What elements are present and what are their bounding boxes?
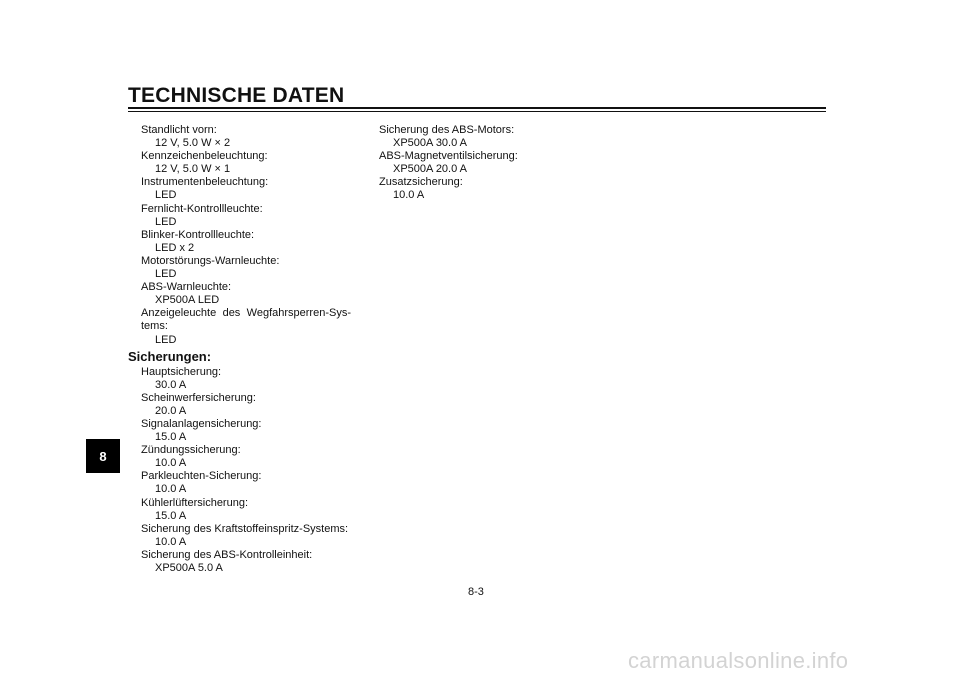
spec-label: Motorstörungs-Warnleuchte: (141, 254, 280, 267)
fuse-value: 10.0 A (155, 535, 187, 548)
fuse-value: 15.0 A (155, 431, 187, 444)
fuse-value: 15.0 A (155, 509, 187, 522)
fuse-label: ABS-Magnetventilsicherung: (379, 150, 518, 163)
fuse-label: Sicherung des ABS-Kontrolleinheit: (141, 548, 313, 561)
spec-value: LED (155, 215, 177, 228)
spec-value: LED (155, 189, 177, 202)
section-heading-fuses: Sicherungen: (128, 348, 212, 364)
fuse-label: Sicherung des Kraftstoffeinspritz-Systems: (141, 522, 349, 535)
watermark: carmanualsonline.info (628, 648, 849, 673)
fuse-value: XP500A 5.0 A (155, 562, 223, 574)
spec-value: LED (155, 333, 177, 346)
fuse-value: XP500A 30.0 A (393, 137, 468, 150)
fuse-value: 10.0 A (155, 483, 187, 496)
spec-value: LED x 2 (155, 241, 195, 254)
spec-label: Kennzeichenbeleuchtung: (141, 150, 268, 163)
page-number: 8-3 (468, 586, 484, 598)
spec-value: LED (155, 268, 177, 281)
left-column (128, 124, 351, 575)
fuse-label: Scheinwerfersicherung: (141, 391, 256, 404)
fuse-value: XP500A 20.0 A (393, 163, 468, 176)
spec-value: 12 V, 5.0 W × 1 (155, 163, 231, 176)
right-column (379, 124, 589, 203)
spec-label: Standlicht vorn: (141, 124, 217, 136)
fuse-label: Zusatzsicherung: (379, 176, 463, 189)
spec-label-immobilizer: Anzeigeleuchte des Wegfahrsperren-Sys-tems: (141, 307, 351, 333)
spec-value: 12 V, 5.0 W × 2 (155, 137, 231, 150)
page-title: TECHNISCHE DATEN (128, 84, 345, 107)
spec-value: XP500A LED (155, 294, 220, 307)
chapter-tab: 8 (86, 439, 120, 473)
fuse-label: Signalanlagensicherung: (141, 417, 262, 430)
fuse-label: Sicherung des ABS-Motors: (379, 124, 515, 136)
fuse-value: 10.0 A (155, 457, 187, 470)
fuse-value: 30.0 A (155, 378, 187, 391)
title-rule-thick (128, 107, 826, 109)
spec-label: ABS-Warnleuchte: (141, 281, 232, 294)
spec-label: Instrumentenbeleuchtung: (141, 176, 269, 189)
fuse-value: 20.0 A (155, 404, 187, 417)
spec-label: Fernlicht-Kontrollleuchte: (141, 202, 263, 215)
fuse-value: 10.0 A (393, 189, 425, 202)
title-rule-thin (128, 111, 826, 112)
spec-label: Blinker-Kontrollleuchte: (141, 228, 255, 241)
fuse-label: Parkleuchten-Sicherung: (141, 470, 262, 483)
fuse-label: Zündungssicherung: (141, 444, 241, 457)
fuse-label: Hauptsicherung: (141, 365, 222, 378)
fuse-label: Kühlerlüftersicherung: (141, 496, 249, 509)
